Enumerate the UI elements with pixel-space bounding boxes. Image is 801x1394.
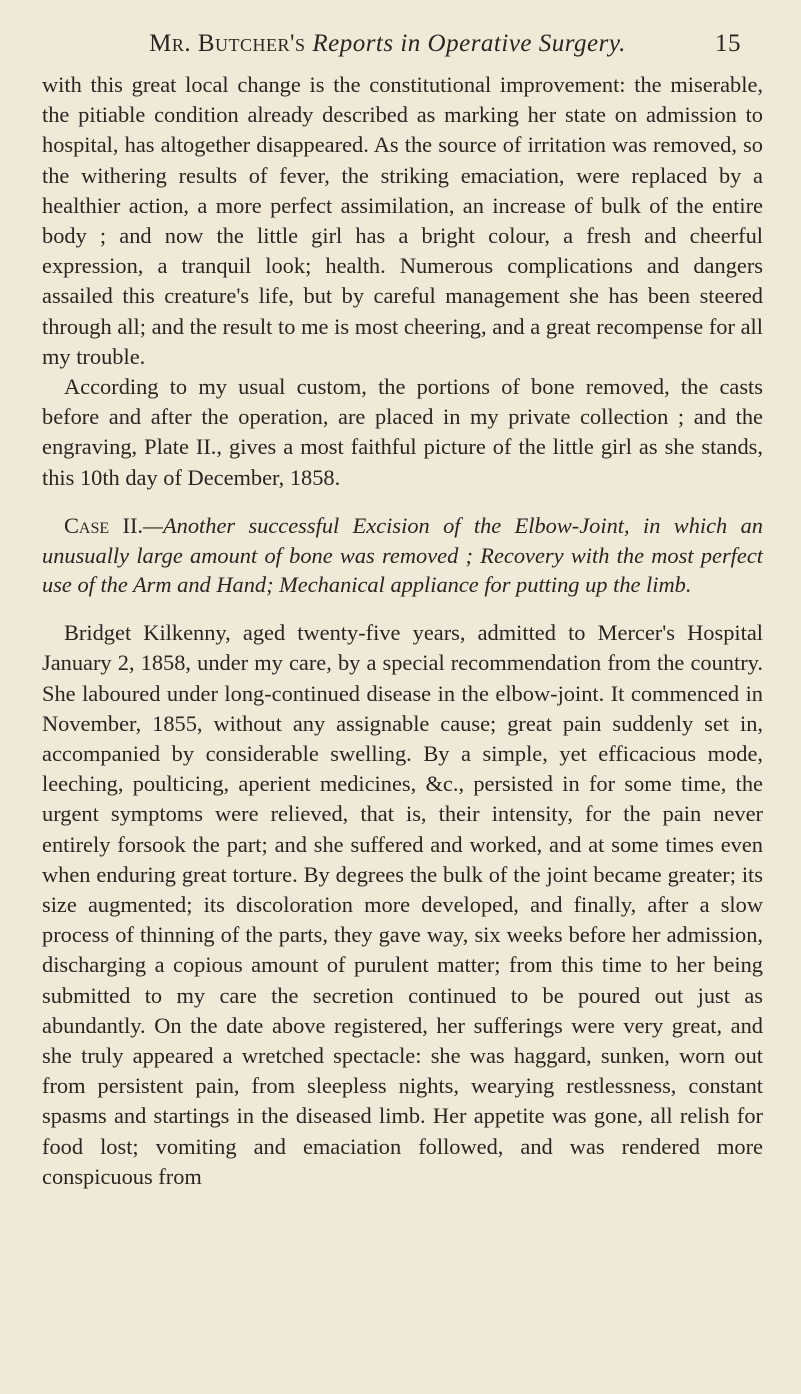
case-heading [42,511,763,600]
case-body-paragraph: Bridget Kilkenny, aged twenty-five years, admitted to Mercer's Hospital January 2, 1858, under my care, by a special recommendation from the country. She laboured under long-continued disease in the elbow-joint. It commenced in November, 1855, without any assignable cause; great pain suddenly set in, accompanied by considerable swelling. By a simple, yet efficacious mode, leeching, poulticing, aperient medicines, &c., persisted in for some time, the urgent symptoms were relieved, that is, their intensity, for the pain never entirely forsook the part; and she suffered and worked, and at some times even when enduring great torture. By degrees the bulk of the joint became greater; its size augmented; its discoloration more developed, and finally, after a slow process of thinning of the parts, they gave way, six weeks before her admission, discharging a copious amount of purulent matter; from this time to her being submitted to my care the secretion continued to be poured out just as abundantly. On the date above registered, her sufferings were very great, and she truly appeared a wretched spectacle: she was haggard, sunken, worn out from persistent pain, from sleepless nights, wearying restlessness, constant spasms and startings in the diseased limb. Her appetite was gone, all relish for food lost; vomiting and emaciation followed, and was rendered more conspicuous from [42,620,763,1189]
running-head [42,30,763,70]
case-title: —Another successful Excision of the Elbow-Joint, in which an unusually large amount of bone was removed ; Recovery with the most perfect use of the Arm and Hand; Mechanical appliance for putting up the limb. [42,512,763,598]
paragraph-continuation: with this great local change is the constitutional improvement: the miserable, the pitiable condition already described as marking her state on admission to hospital, has altogether disappeared. As the source of irritation was removed, so the withering results of fever, the striking emaciation, were replaced by a healthier action, a more perfect assimilation, an increase of bulk of the entire body ; and now the little girl has a bright colour, a fresh and cheerful expression, a tranquil look; health. Numerous complications and dangers assailed this creature's life, but by careful management she has been steered through all; and the result to me is most cheering, and a great recompense for all my trouble. [42,72,763,369]
running-head-author: Mr. Butcher's [149,30,306,57]
running-head-title [149,30,626,58]
running-head-work: Reports in Operative Surgery. [312,30,626,57]
paragraph-custom-collection: According to my usual custom, the portions of bone removed, the casts before and after the operation, are placed in my private collection ; and the engraving, Plate II., gives a most faithful picture of the little girl as she stands, this 10th day of December, 1858. [42,374,763,490]
page-number: 15 [715,30,741,57]
case-label: Case II. [64,512,144,538]
